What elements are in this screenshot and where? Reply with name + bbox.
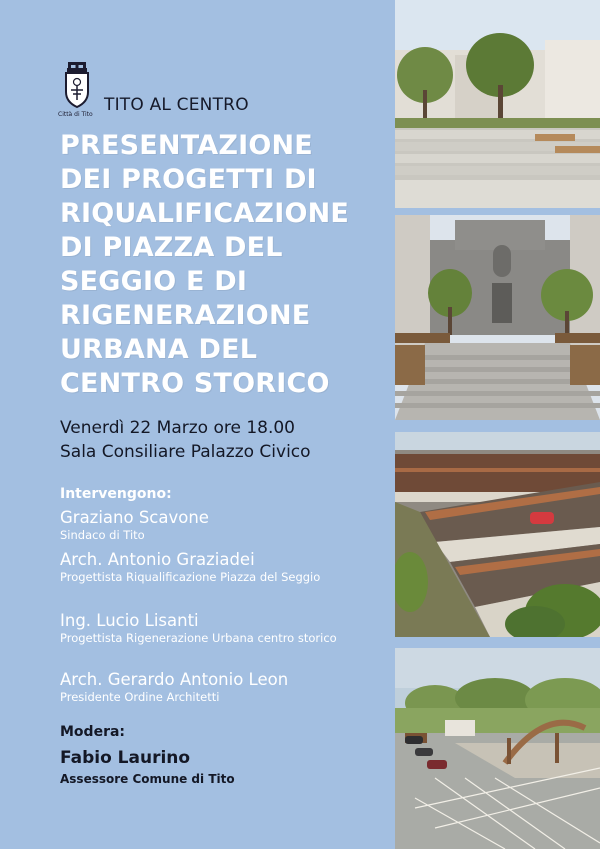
- moderator-role: Assessore Comune di Tito: [60, 772, 235, 786]
- event-date: Venerdì 22 Marzo ore 18.00: [60, 418, 295, 438]
- speaker-item: [60, 550, 380, 584]
- title-line: CENTRO STORICO: [60, 368, 330, 399]
- title-line: DI PIAZZA DEL: [60, 232, 283, 263]
- render-amphitheatre-parking-image: [395, 648, 600, 849]
- speaker-item: [60, 670, 380, 704]
- title-line: RIGENERAZIONE: [60, 300, 311, 331]
- event-venue: Sala Consiliare Palazzo Civico: [60, 442, 311, 462]
- speaker-name: Arch. Gerardo Antonio Leon: [60, 670, 289, 689]
- render-piazza-steps-image: [395, 0, 600, 208]
- speakers-heading: Intervengono:: [60, 486, 172, 502]
- speaker-role: Presidente Ordine Architetti: [60, 690, 220, 704]
- speaker-role: Progettista Rigenerazione Urbana centro storico: [60, 631, 337, 645]
- speaker-name: Ing. Lucio Lisanti: [60, 611, 199, 630]
- speaker-role: Progettista Riqualificazione Piazza del Seggio: [60, 570, 321, 584]
- moderator-heading: Modera:: [60, 724, 126, 740]
- speaker-item: [60, 611, 380, 645]
- title-line: DEI PROGETTI DI: [60, 164, 317, 195]
- event-series-label: TITO AL CENTRO: [104, 95, 249, 115]
- render-terraces-aerial-image: [395, 432, 600, 637]
- moderator-name: Fabio Laurino: [60, 748, 191, 768]
- logo-caption: Città di Tito: [58, 111, 93, 118]
- title-line: RIQUALIFICAZIONE: [60, 198, 350, 229]
- speaker-role: Sindaco di Tito: [60, 528, 145, 542]
- title-line: SEGGIO E DI: [60, 266, 248, 297]
- speaker-name: Arch. Antonio Graziadei: [60, 550, 255, 569]
- speaker-name: Graziano Scavone: [60, 508, 209, 527]
- city-crest-logo: [62, 62, 92, 116]
- title-line: PRESENTAZIONE: [60, 130, 313, 161]
- render-church-stairs-image: [395, 215, 600, 420]
- title-line: URBANA DEL: [60, 334, 258, 365]
- poster-title: [60, 129, 380, 401]
- speaker-item: [60, 508, 380, 542]
